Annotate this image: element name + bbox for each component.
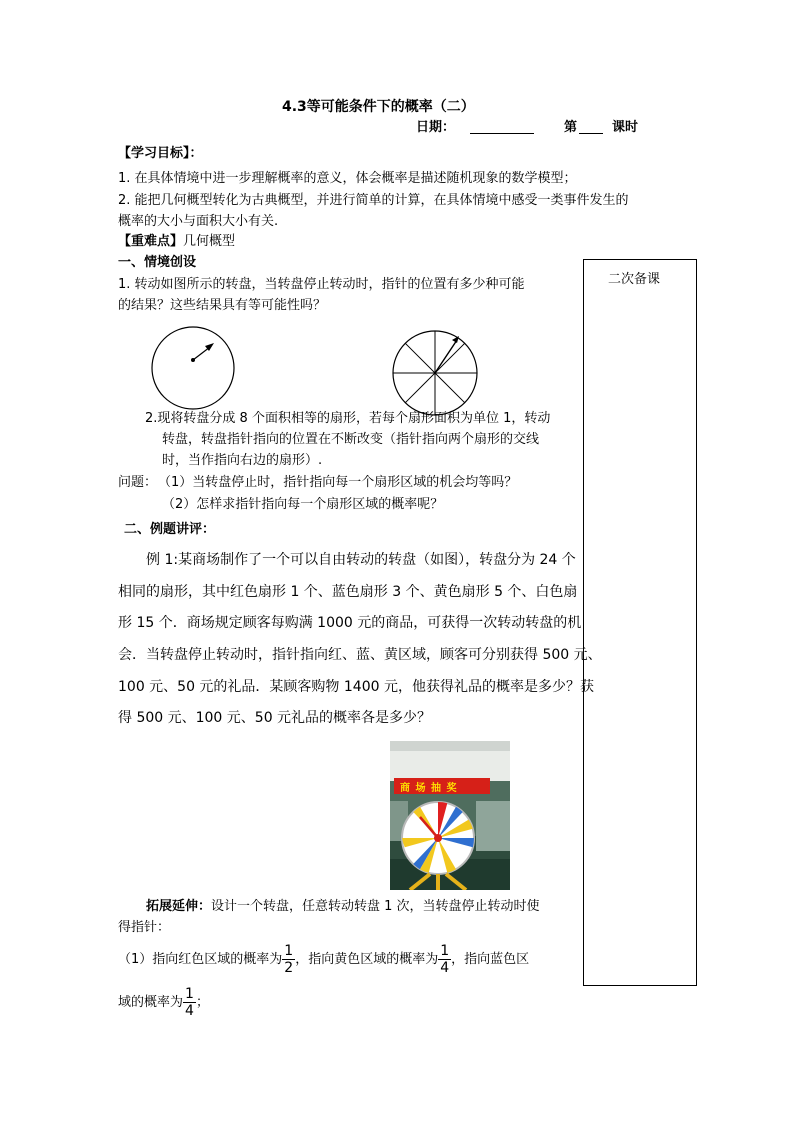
section2-heading: 二、例题讲评：: [124, 522, 216, 537]
objective-2-line1: 2. 能把几何概型转化为古典概型，并进行简单的计算，在具体情境中感受一类事件发生的: [118, 193, 629, 208]
question2-line1: 2.现将转盘分成 8 个面积相等的扇形，若每个扇形面积为单位 1，转动: [145, 411, 551, 426]
example-line2: 相同的扇形，其中红色扇形 1 个、蓝色扇形 3 个、黄色扇形 5 个、白色扇: [118, 584, 578, 600]
extension-intro: [146, 898, 540, 916]
fraction-one-quarter: [438, 943, 451, 976]
fraction-numerator: 1: [440, 943, 450, 959]
question1-line2: 的结果？这些结果具有等可能性吗？: [118, 298, 327, 313]
fraction-numerator: 1: [284, 943, 294, 959]
lesson-prefix: 第: [564, 120, 578, 135]
key-points-text: 几何概型: [183, 234, 236, 249]
fraction-one-half: [282, 943, 295, 976]
fraction-denominator: 2: [284, 960, 294, 976]
plain-spinner-icon: [150, 325, 238, 413]
extension-item1-line1: [118, 942, 529, 978]
fraction-denominator: 4: [185, 1003, 194, 1019]
question1-line1: 1. 转动如图所示的转盘，当转盘停止转动时，指针的位置有多少种可能: [118, 277, 525, 292]
example-line3: 形 15 个．商场规定顾客每购满 1000 元的商品，可获得一次转动转盘的机: [118, 615, 582, 631]
date-field: [470, 119, 534, 134]
objective-2-line2: 概率的大小与面积大小有关.: [118, 214, 279, 229]
question-label: 问题：: [118, 475, 158, 490]
extension-item1-text-a: （1）指向红色区域的概率为: [118, 952, 283, 967]
fraction-denominator: 4: [440, 960, 450, 976]
extension-item1-text-e: ；: [195, 995, 209, 1010]
lesson-number-field: [579, 119, 603, 134]
objective-1: 1. 在具体情境中进一步理解概率的意义，体会概率是描述随机现象的数学模型；: [118, 171, 577, 186]
extension-item1-text-d: 域的概率为: [118, 995, 184, 1010]
key-points: [118, 233, 235, 251]
example-line1: 例 1:某商场制作了一个可以自由转动的转盘（如图），转盘分为 24 个: [146, 552, 576, 568]
example-line6: 得 500 元、100 元、50 元礼品的概率各是多少？: [118, 710, 432, 726]
page-title: 4.3等可能条件下的概率（二）: [282, 99, 475, 115]
question-sub2: （2）怎样求指针指向每一个扇形区域的概率呢？: [162, 497, 444, 512]
side-notes-label: 二次备课: [608, 272, 661, 287]
extension-intro-line2: 得指针：: [118, 920, 171, 935]
extension-item1-line2: [118, 985, 209, 1021]
question-sub1: （1）当转盘停止时，指针指向每一个扇形区域的机会均等吗？: [158, 475, 518, 490]
prize-wheel-photo: [390, 741, 510, 890]
example-line5: 100 元、50 元的礼品．某顾客购物 1400 元，他获得礼品的概率是多少？获: [118, 679, 594, 695]
question2-line3: 时，当作指向右边的扇形）.: [162, 453, 323, 468]
fraction-numerator: 1: [185, 986, 194, 1002]
extension-item1-text-b: ，指向黄色区域的概率为: [295, 952, 439, 967]
extension-heading: 拓展延伸：: [146, 899, 212, 914]
extension-item1-text-c: ，指向蓝色区: [451, 952, 530, 967]
eight-sector-spinner-icon: [390, 328, 480, 418]
section1-heading: 一、情境创设: [118, 255, 197, 270]
extension-intro-line1: 设计一个转盘，任意转动转盘 1 次，当转盘停止转动时使: [211, 899, 540, 914]
photo-banner-text: 商 场 抽 奖: [400, 783, 458, 794]
side-notes-box: [583, 259, 697, 986]
example-line4: 会．当转盘停止转动时，指针指向红、蓝、黄区域，顾客可分别获得 500 元、: [118, 647, 602, 663]
key-points-heading: 【重难点】: [118, 234, 184, 249]
fraction-one-quarter-blue: [183, 986, 196, 1019]
question2-line2: 转盘，转盘指针指向的位置在不断改变（指针指向两个扇形的交线: [162, 432, 540, 447]
lesson-suffix: 课时: [612, 120, 639, 135]
date-label: 日期：: [416, 120, 456, 135]
objectives-heading: 【学习目标】：: [118, 146, 203, 161]
